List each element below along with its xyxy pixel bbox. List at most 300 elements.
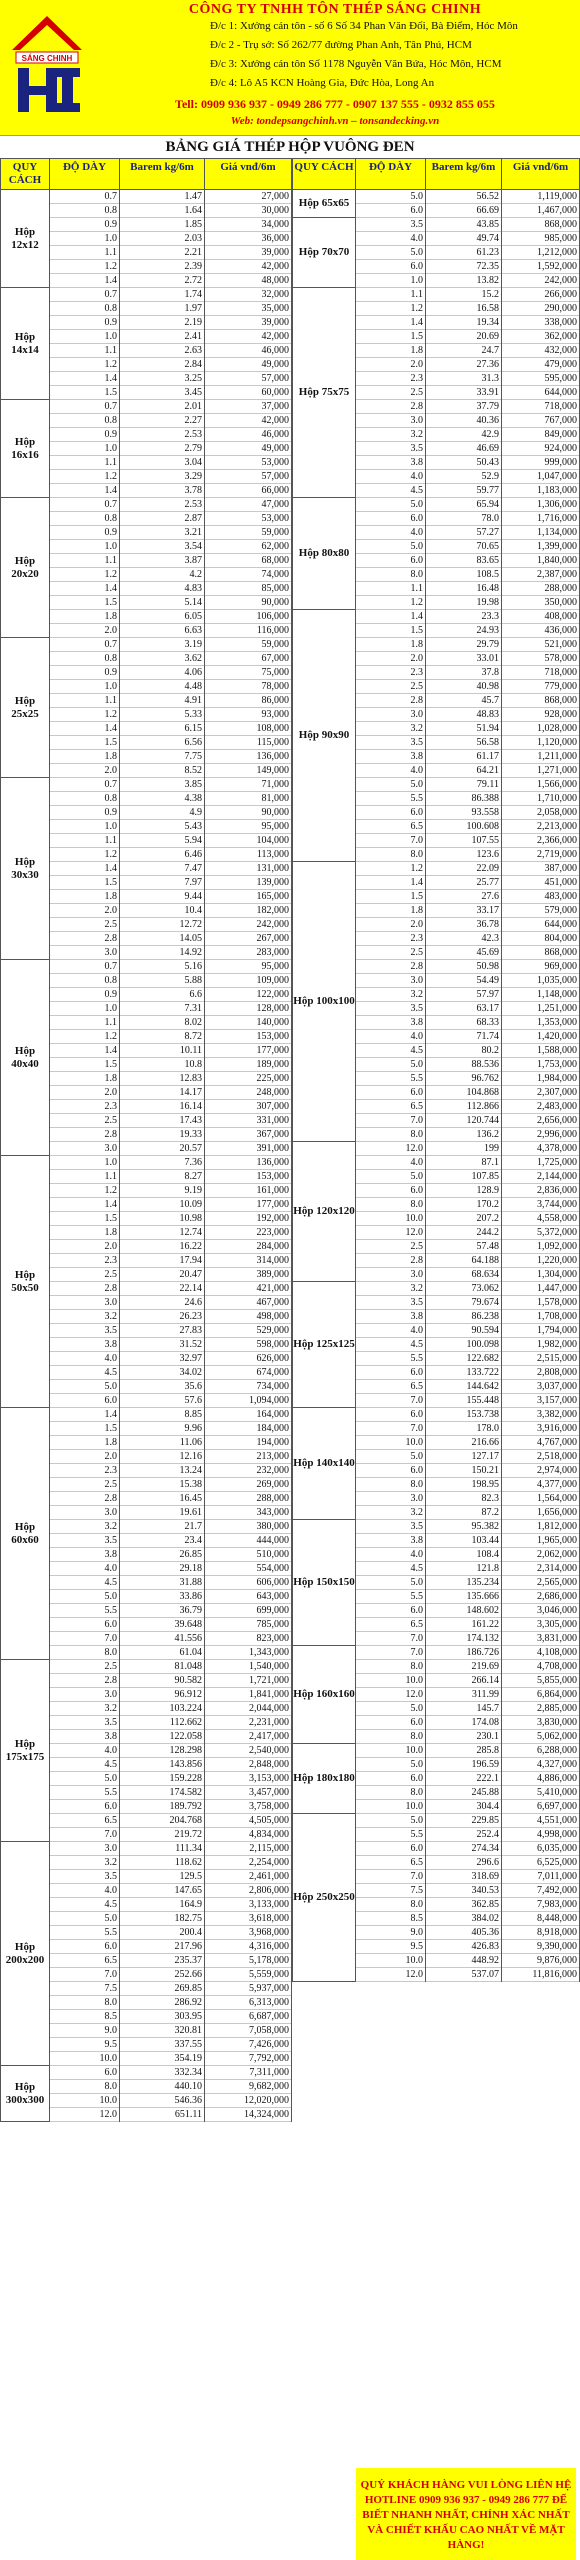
table-row xyxy=(50,1828,292,1842)
price-cell: 2,686,000 xyxy=(502,1590,580,1604)
thickness-cell: 6.0 xyxy=(356,1086,426,1100)
price-cell: 804,000 xyxy=(502,932,580,946)
weight-cell: 26.85 xyxy=(120,1548,205,1562)
weight-cell: 15.38 xyxy=(120,1478,205,1492)
thickness-cell: 3.2 xyxy=(356,1506,426,1520)
table-row xyxy=(50,792,292,806)
price-cell: 109,000 xyxy=(205,974,292,988)
price-cell: 718,000 xyxy=(502,400,580,414)
weight-cell: 23.3 xyxy=(426,610,502,624)
weight-cell: 229.85 xyxy=(426,1814,502,1828)
price-cell: 3,916,000 xyxy=(502,1422,580,1436)
weight-cell: 9.96 xyxy=(120,1422,205,1436)
thickness-cell: 1.5 xyxy=(50,1212,120,1226)
price-cell: 3,744,000 xyxy=(502,1198,580,1212)
price-cell: 3,157,000 xyxy=(502,1394,580,1408)
weight-cell: 7.36 xyxy=(120,1156,205,1170)
price-cell: 1,965,000 xyxy=(502,1534,580,1548)
price-cell: 136,000 xyxy=(205,1156,292,1170)
price-cell: 1,353,000 xyxy=(502,1016,580,1030)
thickness-cell: 6.5 xyxy=(356,1856,426,1870)
thickness-cell: 1.0 xyxy=(356,274,426,288)
table-row xyxy=(50,848,292,862)
weight-cell: 8.02 xyxy=(120,1016,205,1030)
price-cell: 4,378,000 xyxy=(502,1142,580,1156)
spec-group xyxy=(0,638,292,778)
table-row xyxy=(356,1464,580,1478)
header-hotline[interactable]: Tell: 0909 936 937 - 0949 286 777 - 0907 137 555 - 0932 855 055 xyxy=(175,97,495,111)
weight-cell: 51.94 xyxy=(426,722,502,736)
weight-cell: 8.52 xyxy=(120,764,205,778)
thickness-cell: 10.0 xyxy=(356,1212,426,1226)
weight-cell: 405.36 xyxy=(426,1926,502,1940)
thickness-cell: 1.5 xyxy=(50,386,120,400)
thickness-cell: 1.4 xyxy=(50,1408,120,1422)
thickness-cell: 5.5 xyxy=(356,1828,426,1842)
weight-cell: 6.05 xyxy=(120,610,205,624)
weight-cell: 72.35 xyxy=(426,260,502,274)
weight-cell: 274.34 xyxy=(426,1842,502,1856)
price-cell: 1,982,000 xyxy=(502,1338,580,1352)
weight-cell: 2.21 xyxy=(120,246,205,260)
table-row xyxy=(356,1912,580,1926)
thickness-cell: 2.3 xyxy=(50,1254,120,1268)
weight-cell: 12.74 xyxy=(120,1226,205,1240)
price-cell: 1,447,000 xyxy=(502,1282,580,1296)
weight-cell: 8.27 xyxy=(120,1170,205,1184)
thickness-cell: 4.5 xyxy=(50,1898,120,1912)
table-row xyxy=(50,484,292,498)
weight-cell: 80.2 xyxy=(426,1044,502,1058)
table-row xyxy=(50,1604,292,1618)
thickness-cell: 1.2 xyxy=(356,302,426,316)
weight-cell: 143.856 xyxy=(120,1758,205,1772)
table-row xyxy=(356,1100,580,1114)
table-row xyxy=(50,1716,292,1730)
price-cell: 1,251,000 xyxy=(502,1002,580,1016)
price-cell: 66,000 xyxy=(205,484,292,498)
thickness-cell: 6.0 xyxy=(356,1604,426,1618)
column-header-thickness: ĐỘ DÀY xyxy=(50,159,120,189)
header-banner xyxy=(0,0,580,136)
weight-cell: 32.97 xyxy=(120,1352,205,1366)
price-cell: 164,000 xyxy=(205,1408,292,1422)
spec-label: Hộp 70x70 xyxy=(292,218,356,287)
price-cell: 2,461,000 xyxy=(205,1870,292,1884)
weight-cell: 5.43 xyxy=(120,820,205,834)
price-cell: 71,000 xyxy=(205,778,292,792)
price-cell: 1,119,000 xyxy=(502,190,580,204)
table-row xyxy=(50,1940,292,1954)
weight-cell: 103.224 xyxy=(120,1702,205,1716)
spec-label: Hộp 250x250 xyxy=(292,1814,356,1981)
thickness-cell: 2.8 xyxy=(356,400,426,414)
price-cell: 1,120,000 xyxy=(502,736,580,750)
thickness-cell: 9.5 xyxy=(356,1940,426,1954)
price-cell: 3,758,000 xyxy=(205,1800,292,1814)
price-cell: 1,343,000 xyxy=(205,1646,292,1660)
thickness-cell: 3.5 xyxy=(50,1534,120,1548)
weight-cell: 8.72 xyxy=(120,1030,205,1044)
column-header-weight: Barem kg/6m xyxy=(120,159,205,189)
table-row xyxy=(50,1282,292,1296)
price-cell: 1,656,000 xyxy=(502,1506,580,1520)
price-cell: 2,518,000 xyxy=(502,1450,580,1464)
weight-cell: 3.78 xyxy=(120,484,205,498)
weight-cell: 144.642 xyxy=(426,1380,502,1394)
price-cell: 39,000 xyxy=(205,246,292,260)
table-row xyxy=(50,1534,292,1548)
weight-cell: 79.674 xyxy=(426,1296,502,1310)
price-cell: 59,000 xyxy=(205,526,292,540)
weight-cell: 2.41 xyxy=(120,330,205,344)
table-row xyxy=(50,1114,292,1128)
thickness-cell: 4.5 xyxy=(356,1562,426,1576)
price-cell: 3,037,000 xyxy=(502,1380,580,1394)
weight-cell: 2.79 xyxy=(120,442,205,456)
price-cell: 36,000 xyxy=(205,232,292,246)
price-cell: 314,000 xyxy=(205,1254,292,1268)
header-website[interactable]: Web: tondepsangchinh.vn – tonsandecking.vn xyxy=(230,115,440,127)
column-header-spec: QUY CÁCH xyxy=(0,159,50,189)
thickness-cell: 3.5 xyxy=(50,1870,120,1884)
price-cell: 1,467,000 xyxy=(502,204,580,218)
thickness-cell: 7.0 xyxy=(356,1632,426,1646)
price-cell: 8,918,000 xyxy=(502,1926,580,1940)
price-cell: 288,000 xyxy=(502,582,580,596)
thickness-cell: 0.8 xyxy=(50,792,120,806)
thickness-cell: 2.0 xyxy=(50,1240,120,1254)
weight-cell: 87.1 xyxy=(426,1156,502,1170)
price-cell: 269,000 xyxy=(205,1478,292,1492)
price-cell: 3,831,000 xyxy=(502,1632,580,1646)
table-row xyxy=(50,204,292,218)
price-cell: 37,000 xyxy=(205,400,292,414)
price-cell: 5,062,000 xyxy=(502,1730,580,1744)
thickness-cell: 0.9 xyxy=(50,666,120,680)
table-row xyxy=(356,1478,580,1492)
thickness-cell: 3.5 xyxy=(50,1716,120,1730)
thickness-cell: 2.5 xyxy=(50,1114,120,1128)
price-cell: 136,000 xyxy=(205,750,292,764)
spec-group xyxy=(0,960,292,1156)
thickness-cell: 1.0 xyxy=(50,330,120,344)
price-cell: 6,288,000 xyxy=(502,1744,580,1758)
spec-group xyxy=(0,1156,292,1408)
price-cell: 2,115,000 xyxy=(205,1842,292,1856)
weight-cell: 161.22 xyxy=(426,1618,502,1632)
thickness-cell: 2.8 xyxy=(50,1128,120,1142)
price-cell: 1,035,000 xyxy=(502,974,580,988)
thickness-cell: 6.5 xyxy=(356,1618,426,1632)
price-cell: 4,551,000 xyxy=(502,1814,580,1828)
table-row xyxy=(50,974,292,988)
thickness-cell: 5.0 xyxy=(356,498,426,512)
weight-cell: 16.22 xyxy=(120,1240,205,1254)
thickness-cell: 1.1 xyxy=(356,582,426,596)
price-cell: 498,000 xyxy=(205,1310,292,1324)
weight-cell: 207.2 xyxy=(426,1212,502,1226)
table-row xyxy=(50,498,292,512)
table-row xyxy=(50,400,292,414)
weight-cell: 56.58 xyxy=(426,736,502,750)
price-cell: 122,000 xyxy=(205,988,292,1002)
table-row xyxy=(356,1520,580,1534)
thickness-cell: 4.5 xyxy=(356,484,426,498)
price-cell: 266,000 xyxy=(502,288,580,302)
weight-cell: 133.722 xyxy=(426,1366,502,1380)
price-cell: 380,000 xyxy=(205,1520,292,1534)
weight-cell: 13.82 xyxy=(426,274,502,288)
spec-label: Hộp 16x16 xyxy=(0,400,50,497)
price-cell: 529,000 xyxy=(205,1324,292,1338)
table-row xyxy=(356,988,580,1002)
weight-cell: 219.72 xyxy=(120,1828,205,1842)
thickness-cell: 1.8 xyxy=(356,904,426,918)
price-cell: 116,000 xyxy=(205,624,292,638)
weight-cell: 6.56 xyxy=(120,736,205,750)
price-cell: 14,324,000 xyxy=(205,2108,292,2122)
weight-cell: 155.448 xyxy=(426,1394,502,1408)
price-cell: 2,974,000 xyxy=(502,1464,580,1478)
table-row xyxy=(50,736,292,750)
thickness-cell: 5.0 xyxy=(50,1380,120,1394)
table-row xyxy=(356,1142,580,1156)
weight-cell: 5.94 xyxy=(120,834,205,848)
thickness-cell: 1.5 xyxy=(50,736,120,750)
thickness-cell: 6.0 xyxy=(356,806,426,820)
table-row xyxy=(356,1856,580,1870)
price-cell: 2,144,000 xyxy=(502,1170,580,1184)
thickness-cell: 5.5 xyxy=(50,1786,120,1800)
thickness-cell: 3.2 xyxy=(356,722,426,736)
thickness-cell: 5.5 xyxy=(356,1072,426,1086)
table-row xyxy=(50,386,292,400)
thickness-cell: 6.0 xyxy=(356,554,426,568)
table-row xyxy=(356,750,580,764)
thickness-cell: 4.5 xyxy=(356,1338,426,1352)
weight-cell: 33.17 xyxy=(426,904,502,918)
thickness-cell: 1.2 xyxy=(50,708,120,722)
price-cell: 4,708,000 xyxy=(502,1660,580,1674)
weight-cell: 235.37 xyxy=(120,1954,205,1968)
weight-cell: 64.21 xyxy=(426,764,502,778)
price-cell: 644,000 xyxy=(502,918,580,932)
weight-cell: 199 xyxy=(426,1142,502,1156)
weight-cell: 196.59 xyxy=(426,1758,502,1772)
table-row xyxy=(50,526,292,540)
spec-group xyxy=(0,190,292,288)
weight-cell: 15.2 xyxy=(426,288,502,302)
price-cell: 182,000 xyxy=(205,904,292,918)
thickness-cell: 4.0 xyxy=(50,1884,120,1898)
weight-cell: 3.87 xyxy=(120,554,205,568)
table-row xyxy=(50,1212,292,1226)
table-row xyxy=(356,526,580,540)
price-cell: 184,000 xyxy=(205,1422,292,1436)
table-row xyxy=(356,722,580,736)
table-row xyxy=(50,302,292,316)
table-row xyxy=(356,1408,580,1422)
table-row xyxy=(50,582,292,596)
price-cell: 46,000 xyxy=(205,428,292,442)
thickness-cell: 3.0 xyxy=(356,414,426,428)
weight-cell: 135.666 xyxy=(426,1590,502,1604)
weight-cell: 245.88 xyxy=(426,1786,502,1800)
table-row xyxy=(50,1842,292,1856)
thickness-cell: 6.0 xyxy=(356,1366,426,1380)
thickness-cell: 0.8 xyxy=(50,512,120,526)
thickness-cell: 10.0 xyxy=(50,2094,120,2108)
table-row xyxy=(50,1870,292,1884)
price-cell: 2,314,000 xyxy=(502,1562,580,1576)
table-row xyxy=(356,1548,580,1562)
table-row xyxy=(50,2080,292,2094)
thickness-cell: 1.1 xyxy=(50,246,120,260)
price-cell: 2,656,000 xyxy=(502,1114,580,1128)
spec-group xyxy=(0,288,292,400)
weight-cell: 8.85 xyxy=(120,1408,205,1422)
thickness-cell: 4.0 xyxy=(356,1156,426,1170)
thickness-cell: 3.2 xyxy=(50,1856,120,1870)
thickness-cell: 4.0 xyxy=(356,470,426,484)
table-row xyxy=(356,1660,580,1674)
thickness-cell: 2.5 xyxy=(50,1268,120,1282)
thickness-cell: 8.0 xyxy=(356,848,426,862)
thickness-cell: 0.7 xyxy=(50,960,120,974)
price-cell: 718,000 xyxy=(502,666,580,680)
table-row xyxy=(356,862,580,876)
price-cell: 1,840,000 xyxy=(502,554,580,568)
price-cell: 451,000 xyxy=(502,876,580,890)
weight-cell: 27.6 xyxy=(426,890,502,904)
price-cell: 232,000 xyxy=(205,1464,292,1478)
weight-cell: 100.608 xyxy=(426,820,502,834)
weight-cell: 78.0 xyxy=(426,512,502,526)
table-row xyxy=(356,484,580,498)
thickness-cell: 1.2 xyxy=(50,358,120,372)
price-cell: 3,382,000 xyxy=(502,1408,580,1422)
table-row xyxy=(356,1450,580,1464)
price-cell: 11,816,000 xyxy=(502,1968,580,1982)
weight-cell: 83.65 xyxy=(426,554,502,568)
thickness-cell: 5.0 xyxy=(50,1590,120,1604)
table-row xyxy=(50,1730,292,1744)
price-cell: 868,000 xyxy=(502,946,580,960)
weight-cell: 4.9 xyxy=(120,806,205,820)
table-row xyxy=(356,470,580,484)
price-cell: 7,058,000 xyxy=(205,2024,292,2038)
table-row xyxy=(356,624,580,638)
weight-cell: 57.27 xyxy=(426,526,502,540)
weight-cell: 42.9 xyxy=(426,428,502,442)
spec-label: Hộp 50x50 xyxy=(0,1156,50,1407)
weight-cell: 27.36 xyxy=(426,358,502,372)
table-row xyxy=(50,1394,292,1408)
thickness-cell: 2.0 xyxy=(50,624,120,638)
table-row xyxy=(50,316,292,330)
weight-cell: 170.2 xyxy=(426,1198,502,1212)
table-row xyxy=(50,1646,292,1660)
spec-group xyxy=(0,1842,292,2066)
price-cell: 3,618,000 xyxy=(205,1912,292,1926)
price-cell: 1,134,000 xyxy=(502,526,580,540)
thickness-cell: 1.4 xyxy=(50,582,120,596)
table-row xyxy=(356,190,580,204)
price-cell: 1,183,000 xyxy=(502,484,580,498)
address-1: Đ/c 1: Xưởng cán tôn - số 6 Số 34 Phan Văn Đối, Bà Điểm, Hóc Môn xyxy=(210,20,518,32)
weight-cell: 73.062 xyxy=(426,1282,502,1296)
table-row xyxy=(50,1478,292,1492)
thickness-cell: 8.0 xyxy=(50,1996,120,2010)
thickness-cell: 3.8 xyxy=(356,1016,426,1030)
price-cell: 4,327,000 xyxy=(502,1758,580,1772)
price-cell: 48,000 xyxy=(205,274,292,288)
weight-cell: 1.74 xyxy=(120,288,205,302)
table-row xyxy=(356,428,580,442)
weight-cell: 86.388 xyxy=(426,792,502,806)
table-row xyxy=(356,400,580,414)
weight-cell: 7.97 xyxy=(120,876,205,890)
thickness-cell: 6.5 xyxy=(50,1954,120,1968)
weight-cell: 79.11 xyxy=(426,778,502,792)
table-row xyxy=(50,232,292,246)
thickness-cell: 1.0 xyxy=(50,1156,120,1170)
table-row xyxy=(356,708,580,722)
table-row xyxy=(356,1170,580,1184)
table-row xyxy=(356,1772,580,1786)
table-row xyxy=(50,1786,292,1800)
price-cell: 39,000 xyxy=(205,316,292,330)
table-row xyxy=(50,596,292,610)
table-row xyxy=(356,1506,580,1520)
thickness-cell: 1.4 xyxy=(50,1044,120,1058)
table-row xyxy=(50,1002,292,1016)
price-cell: 5,855,000 xyxy=(502,1674,580,1688)
price-cell: 9,682,000 xyxy=(205,2080,292,2094)
thickness-cell: 4.5 xyxy=(356,1044,426,1058)
spec-label: Hộp 100x100 xyxy=(292,862,356,1141)
thickness-cell: 1.4 xyxy=(50,862,120,876)
thickness-cell: 1.1 xyxy=(50,834,120,848)
weight-cell: 33.01 xyxy=(426,652,502,666)
weight-cell: 42.3 xyxy=(426,932,502,946)
thickness-cell: 3.5 xyxy=(356,1296,426,1310)
price-cell: 7,011,000 xyxy=(502,1870,580,1884)
spec-label: Hộp 140x140 xyxy=(292,1408,356,1519)
price-cell: 1,794,000 xyxy=(502,1324,580,1338)
weight-cell: 56.52 xyxy=(426,190,502,204)
table-row xyxy=(356,1016,580,1030)
weight-cell: 19.34 xyxy=(426,316,502,330)
spec-label: Hộp 75x75 xyxy=(292,288,356,497)
price-cell: 7,311,000 xyxy=(205,2066,292,2080)
weight-cell: 651.11 xyxy=(120,2108,205,2122)
table-row xyxy=(50,1184,292,1198)
price-cell: 5,372,000 xyxy=(502,1226,580,1240)
weight-cell: 1.85 xyxy=(120,218,205,232)
table-row xyxy=(356,904,580,918)
thickness-cell: 1.8 xyxy=(50,890,120,904)
thickness-cell: 5.5 xyxy=(50,1604,120,1618)
thickness-cell: 8.0 xyxy=(50,2080,120,2094)
spec-label: Hộp 12x12 xyxy=(0,190,50,287)
price-cell: 436,000 xyxy=(502,624,580,638)
weight-cell: 12.83 xyxy=(120,1072,205,1086)
table-row xyxy=(356,442,580,456)
thickness-cell: 7.0 xyxy=(356,834,426,848)
thickness-cell: 5.0 xyxy=(356,540,426,554)
